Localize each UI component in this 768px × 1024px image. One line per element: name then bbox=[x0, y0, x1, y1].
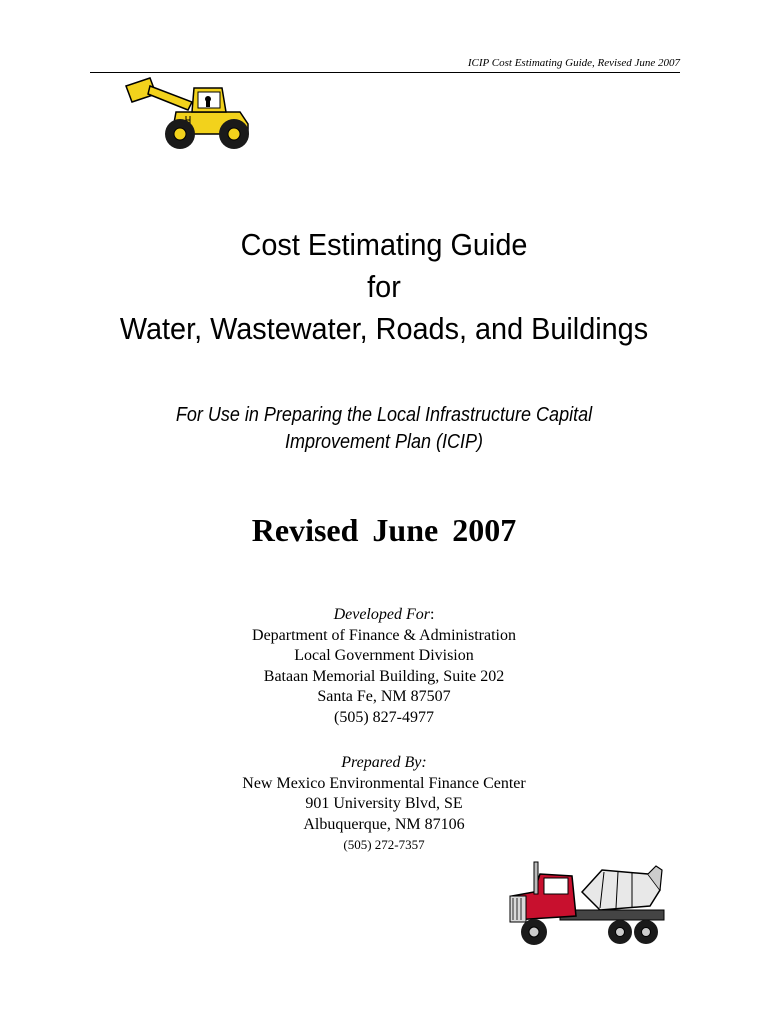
developed-for-line: Santa Fe, NM 87507 bbox=[317, 688, 451, 705]
front-loader-icon bbox=[122, 72, 262, 152]
developed-for-heading bbox=[0, 605, 768, 626]
developed-for-line: Department of Finance & Administration bbox=[252, 626, 516, 644]
developed-for-line: Bataan Memorial Building, Suite 202 bbox=[263, 667, 505, 685]
developed-for-line: (505) 827-4977 bbox=[334, 708, 434, 726]
revision-date: Revised June 2007 bbox=[251, 512, 517, 548]
prepared-by-phone: (505) 272-7357 bbox=[343, 837, 425, 852]
subtitle-line-2: Improvement Plan (ICIP) bbox=[284, 431, 484, 453]
developed-for-label: Developed For bbox=[333, 606, 430, 623]
running-header: ICIP Cost Estimating Guide, Revised June 2007 bbox=[90, 56, 680, 73]
prepared-by-block bbox=[0, 753, 768, 855]
prepared-by-line: 901 University Blvd, SE bbox=[305, 795, 463, 812]
title-line-2: for bbox=[367, 269, 401, 304]
prepared-by-line: New Mexico Environmental Finance Center bbox=[242, 774, 526, 792]
document-subtitle bbox=[38, 402, 729, 456]
subtitle-line-1: For Use in Preparing the Local Infrastructure Capital bbox=[175, 404, 593, 426]
title-line-1: Cost Estimating Guide bbox=[240, 227, 528, 262]
developed-for-colon: : bbox=[429, 606, 435, 623]
developed-for-block bbox=[0, 605, 768, 728]
developed-for-line: Local Government Division bbox=[294, 647, 474, 664]
prepared-by-line: Albuquerque, NM 87106 bbox=[303, 815, 465, 833]
title-line-3: Water, Wastewater, Roads, and Buildings bbox=[119, 311, 649, 346]
cement-mixer-truck-icon bbox=[500, 856, 668, 952]
prepared-by-label: Prepared By: bbox=[341, 754, 427, 771]
document-title bbox=[27, 224, 741, 350]
